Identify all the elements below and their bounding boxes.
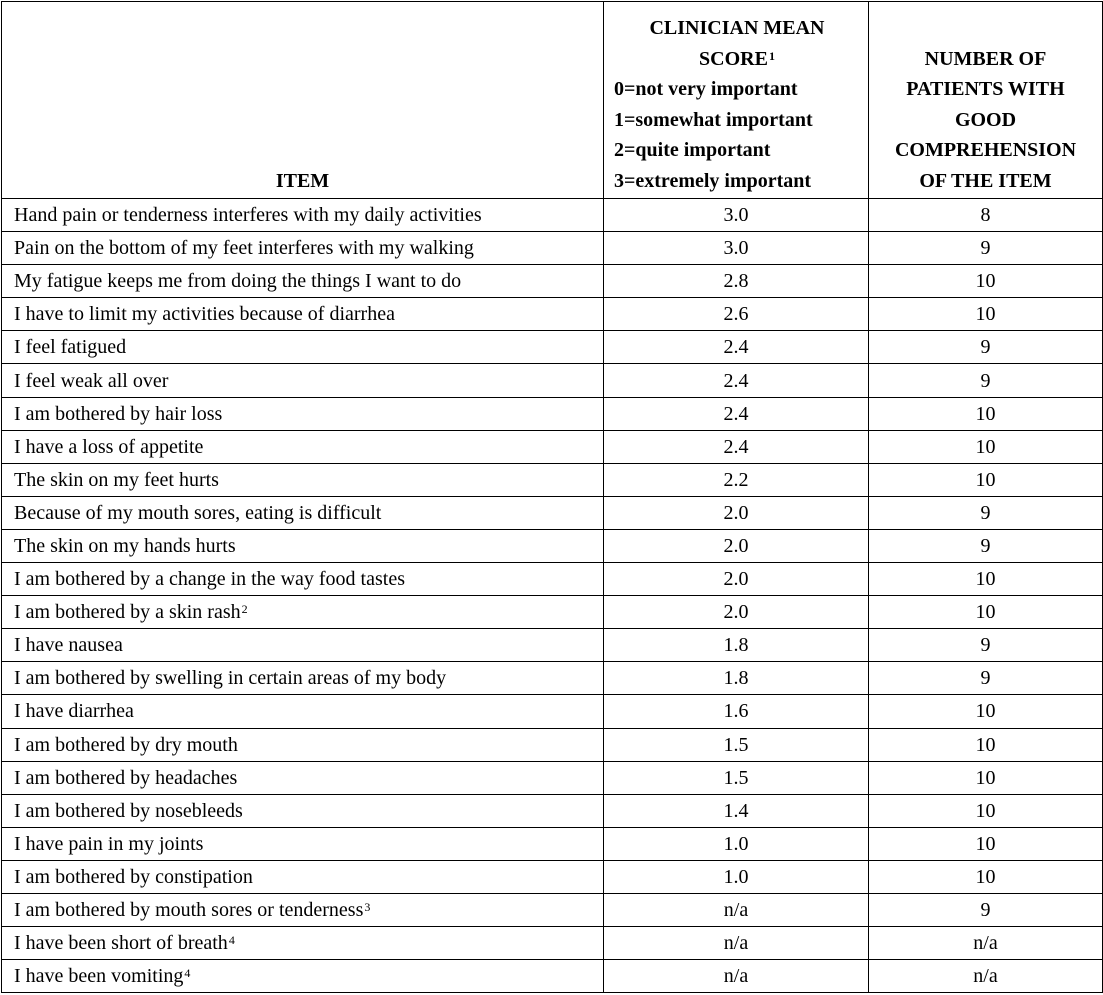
table-row bbox=[2, 331, 1103, 364]
header-row bbox=[2, 2, 1103, 199]
item-text: I am bothered by dry mouth bbox=[14, 733, 238, 756]
table-row bbox=[2, 199, 1103, 232]
patients-cell: 10 bbox=[869, 728, 1103, 761]
patients-cell: 10 bbox=[869, 298, 1103, 331]
patients-cell: 10 bbox=[869, 860, 1103, 893]
patients-cell: 10 bbox=[869, 761, 1103, 794]
item-text: I have nausea bbox=[14, 634, 123, 657]
item-text: I feel weak all over bbox=[14, 369, 169, 392]
header-patients bbox=[869, 2, 1103, 199]
patients-cell: 10 bbox=[869, 397, 1103, 430]
table-row bbox=[2, 927, 1103, 960]
item-text: I have a loss of appetite bbox=[14, 435, 204, 458]
item-text: I am bothered by a skin rash bbox=[14, 601, 241, 624]
score-cell: 2.0 bbox=[604, 496, 869, 529]
patients-cell: 10 bbox=[869, 596, 1103, 629]
item-text: Because of my mouth sores, eating is difficult bbox=[14, 501, 382, 524]
item-cell bbox=[2, 496, 604, 529]
item-cell bbox=[2, 629, 604, 662]
patients-cell: 10 bbox=[869, 463, 1103, 496]
item-text: Pain on the bottom of my feet interferes with my walking bbox=[14, 237, 474, 260]
score-cell: 2.4 bbox=[604, 364, 869, 397]
header-score-title-line1: CLINICIAN MEAN bbox=[649, 17, 825, 39]
table-row bbox=[2, 463, 1103, 496]
header-item bbox=[2, 2, 604, 199]
score-cell: 2.8 bbox=[604, 265, 869, 298]
score-cell: 2.4 bbox=[604, 397, 869, 430]
patients-cell: 10 bbox=[869, 827, 1103, 860]
table-row bbox=[2, 761, 1103, 794]
score-cell: 1.5 bbox=[604, 761, 869, 794]
item-cell bbox=[2, 430, 604, 463]
header-score-title-line2: SCORE bbox=[699, 47, 768, 70]
patients-cell: 10 bbox=[869, 430, 1103, 463]
table-row bbox=[2, 728, 1103, 761]
score-cell: 1.6 bbox=[604, 695, 869, 728]
table-row bbox=[2, 298, 1103, 331]
header-clinician-score bbox=[604, 2, 869, 199]
score-cell: n/a bbox=[604, 893, 869, 926]
item-cell bbox=[2, 596, 604, 629]
table-row bbox=[2, 695, 1103, 728]
table-row bbox=[2, 364, 1103, 397]
item-text: The skin on my hands hurts bbox=[14, 534, 236, 557]
table-row bbox=[2, 265, 1103, 298]
item-text: I am bothered by mouth sores or tenderness bbox=[14, 899, 364, 922]
score-cell: 1.4 bbox=[604, 794, 869, 827]
score-cell: 2.0 bbox=[604, 596, 869, 629]
score-cell: 3.0 bbox=[604, 232, 869, 265]
item-text: I have pain in my joints bbox=[14, 832, 204, 855]
item-text: The skin on my feet hurts bbox=[14, 468, 219, 491]
item-footnote: 3 bbox=[364, 900, 371, 915]
header-score-footnote: 1 bbox=[768, 48, 775, 63]
item-text: I am bothered by nosebleeds bbox=[14, 799, 243, 822]
table-row bbox=[2, 232, 1103, 265]
header-patients-line-2: GOOD bbox=[954, 108, 1017, 131]
scale-line-3: 3=extremely important bbox=[614, 169, 812, 192]
score-cell: 1.8 bbox=[604, 662, 869, 695]
item-footnote: 4 bbox=[184, 966, 191, 981]
item-cell bbox=[2, 728, 604, 761]
item-cell bbox=[2, 662, 604, 695]
scale-line-0: 0=not very important bbox=[614, 78, 798, 100]
patients-cell: 9 bbox=[869, 232, 1103, 265]
score-cell: 1.8 bbox=[604, 629, 869, 662]
score-cell: 2.6 bbox=[604, 298, 869, 331]
item-text: I have been short of breath bbox=[14, 932, 228, 955]
patients-cell: 10 bbox=[869, 265, 1103, 298]
table-row bbox=[2, 629, 1103, 662]
table-row bbox=[2, 827, 1103, 860]
header-score-title-line2-wrap bbox=[614, 44, 868, 75]
table-body bbox=[2, 199, 1103, 993]
score-cell: 1.0 bbox=[604, 860, 869, 893]
item-text: I am bothered by hair loss bbox=[14, 402, 223, 425]
patients-cell: 10 bbox=[869, 794, 1103, 827]
patients-cell: 10 bbox=[869, 695, 1103, 728]
table-row bbox=[2, 563, 1103, 596]
score-cell: 1.5 bbox=[604, 728, 869, 761]
item-cell bbox=[2, 331, 604, 364]
score-cell: n/a bbox=[604, 927, 869, 960]
item-text: I have diarrhea bbox=[14, 700, 134, 723]
item-cell bbox=[2, 265, 604, 298]
item-text: I have to limit my activities because of diarrhea bbox=[14, 303, 395, 326]
score-cell: 2.0 bbox=[604, 563, 869, 596]
score-cell: n/a bbox=[604, 960, 869, 993]
patients-cell: 9 bbox=[869, 662, 1103, 695]
table-row bbox=[2, 529, 1103, 562]
results-table bbox=[1, 1, 1103, 993]
table-row bbox=[2, 794, 1103, 827]
patients-cell: 9 bbox=[869, 331, 1103, 364]
table-row bbox=[2, 860, 1103, 893]
table-row bbox=[2, 397, 1103, 430]
score-cell: 2.2 bbox=[604, 463, 869, 496]
item-cell bbox=[2, 563, 604, 596]
patients-cell: 9 bbox=[869, 629, 1103, 662]
table-row bbox=[2, 960, 1103, 993]
item-cell bbox=[2, 893, 604, 926]
table-header bbox=[2, 2, 1103, 199]
header-patients-line-4: OF THE ITEM bbox=[919, 169, 1052, 192]
item-text: I feel fatigued bbox=[14, 336, 127, 359]
item-text: I am bothered by a change in the way food tastes bbox=[14, 568, 405, 591]
patients-cell: n/a bbox=[869, 960, 1103, 993]
score-cell: 2.0 bbox=[604, 529, 869, 562]
patients-cell: 10 bbox=[869, 563, 1103, 596]
item-text: I am bothered by swelling in certain areas of my body bbox=[14, 667, 447, 690]
table-row bbox=[2, 596, 1103, 629]
patients-cell: 8 bbox=[869, 199, 1103, 232]
table-row bbox=[2, 893, 1103, 926]
item-cell bbox=[2, 199, 604, 232]
table-row bbox=[2, 662, 1103, 695]
score-cell: 2.4 bbox=[604, 430, 869, 463]
item-cell bbox=[2, 397, 604, 430]
item-text: Hand pain or tenderness interferes with my daily activities bbox=[14, 204, 482, 227]
item-cell bbox=[2, 761, 604, 794]
item-cell bbox=[2, 960, 604, 993]
item-text: I am bothered by headaches bbox=[14, 766, 238, 789]
item-text: I have been vomiting bbox=[14, 965, 184, 988]
item-text: My fatigue keeps me from doing the things I want to do bbox=[14, 270, 462, 293]
item-cell bbox=[2, 827, 604, 860]
patients-cell: 9 bbox=[869, 496, 1103, 529]
header-patients-line-0: NUMBER OF bbox=[924, 47, 1047, 70]
item-cell bbox=[2, 529, 604, 562]
patients-cell: 9 bbox=[869, 364, 1103, 397]
table-row bbox=[2, 496, 1103, 529]
score-cell: 3.0 bbox=[604, 199, 869, 232]
item-cell bbox=[2, 463, 604, 496]
scale-line-2: 2=quite important bbox=[614, 139, 771, 161]
item-text: I am bothered by constipation bbox=[14, 865, 253, 888]
score-cell: 2.4 bbox=[604, 331, 869, 364]
scale-line-1: 1=somewhat important bbox=[614, 108, 813, 131]
item-footnote: 4 bbox=[228, 933, 235, 948]
patients-cell: n/a bbox=[869, 927, 1103, 960]
item-cell bbox=[2, 695, 604, 728]
item-cell bbox=[2, 232, 604, 265]
header-patients-line-1: PATIENTS WITH bbox=[906, 78, 1065, 100]
item-footnote: 2 bbox=[241, 602, 248, 617]
item-cell bbox=[2, 364, 604, 397]
patients-cell: 9 bbox=[869, 893, 1103, 926]
header-patients-line-3: COMPREHENSION bbox=[894, 139, 1077, 161]
patients-cell: 9 bbox=[869, 529, 1103, 562]
item-cell bbox=[2, 794, 604, 827]
item-cell bbox=[2, 860, 604, 893]
score-cell: 1.0 bbox=[604, 827, 869, 860]
item-cell bbox=[2, 927, 604, 960]
item-cell bbox=[2, 298, 604, 331]
table-row bbox=[2, 430, 1103, 463]
header-item-label: ITEM bbox=[275, 169, 330, 192]
